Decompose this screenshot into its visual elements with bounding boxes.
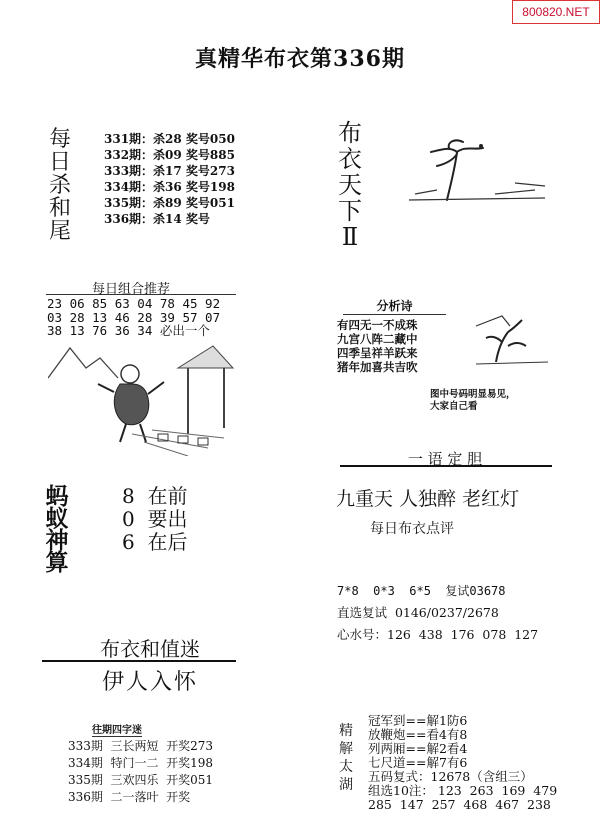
poem-line: 猪年加喜共吉吹 [337, 360, 418, 374]
ant-char: 蚂 [45, 483, 69, 510]
kill-tail-row: 331期：杀28 奖号050 [104, 132, 235, 146]
combo-divider [46, 294, 236, 295]
page-title: 真精华布衣第336期 [195, 46, 405, 72]
ant-label [44, 483, 70, 576]
picks-line-2: 直选复试 0146/0237/2678 [337, 605, 499, 620]
ant-row: 8 在前 [122, 484, 188, 508]
jie-line: 放鞭炮==看4有8 [368, 727, 468, 742]
buyi-char: 天 [338, 171, 362, 199]
kill-tail-char: 尾 [48, 219, 71, 244]
yiyu-phrase: 九重天 人独醉 老红灯 [336, 488, 520, 510]
kill-tail-row: 336期：杀14 奖号 [104, 212, 210, 226]
poem-line: 四季呈祥羊跃来 [337, 346, 418, 360]
jie-char: 精 [339, 723, 353, 739]
analysis-poem-title: 分析诗 [343, 297, 446, 315]
kill-tail-row: 332期：杀09 奖号885 [104, 148, 235, 162]
riddle-answer: 伊人入怀 [101, 670, 198, 695]
jie-list [368, 714, 557, 812]
buyi-tianxia-title [336, 120, 364, 250]
jie-line: 列两厢==解2看4 [368, 741, 468, 756]
ant-char: 蚁 [45, 505, 69, 532]
kill-tail-row: 334期：杀36 奖号198 [104, 180, 235, 194]
ant-row: 6 在后 [122, 530, 188, 554]
combo-row: 23 06 85 63 04 78 45 92 [47, 296, 221, 311]
kill-tail-label [46, 128, 74, 243]
jie-line: 285 147 257 468 467 238 [368, 797, 551, 812]
poem-line: 有四无一不成珠 [337, 318, 418, 332]
jie-char: 解 [339, 741, 353, 757]
riddle-history-row: 335期 三欢四乐 开奖051 [68, 773, 214, 787]
farmer-illustration [48, 338, 240, 456]
site-watermark: 800820.NET [512, 0, 600, 24]
riddle-history-row: 333期 三长两短 开奖273 [68, 739, 214, 753]
picks-line-3: 心水号：126 438 176 078 127 [337, 627, 539, 642]
ant-row: 0 要出 [122, 507, 188, 531]
yiyu-heading: 一 语 定 胆 [407, 450, 483, 468]
kill-tail-char: 每 [48, 127, 71, 152]
kill-tail-row: 333期：杀17 奖号273 [104, 164, 235, 178]
buyi-char: Ⅱ [341, 223, 359, 251]
riddle-heading: 布衣和值迷 [100, 637, 200, 661]
jie-line: 冠军到==解1防6 [368, 713, 468, 728]
picks-line-1: 7*8 0*3 6*5 复试03678 [337, 584, 506, 598]
poem-hint [430, 389, 516, 413]
ant-char: 算 [45, 549, 69, 576]
yiyu-sub: 每日布衣点评 [370, 521, 454, 537]
ant-char: 神 [45, 527, 69, 554]
jie-label [336, 722, 356, 794]
buyi-char: 衣 [338, 145, 362, 173]
jie-char: 湖 [339, 777, 353, 793]
buyi-char: 布 [338, 119, 362, 147]
ant-list [122, 485, 187, 554]
jie-line: 组选10注： 123 263 169 479 [368, 783, 558, 798]
kill-tail-list [104, 131, 235, 227]
riddle-sub: 往期四字迷 [92, 721, 142, 737]
riddle-history-row: 334期 特门一二 开奖198 [68, 756, 214, 770]
poem-hint-line: 图中号码明显易见， [430, 389, 516, 400]
riddle-divider [42, 660, 236, 662]
kill-tail-row: 335期：杀89 奖号051 [104, 196, 235, 210]
analysis-poem-panel [337, 297, 452, 375]
yiyu-divider [340, 465, 552, 467]
combo-title: 每日组合推荐 [92, 282, 171, 297]
jie-char: 太 [339, 759, 353, 775]
jie-line: 七尺道==解7有6 [368, 755, 468, 770]
buyi-char: 下 [338, 197, 362, 225]
combo-numbers [47, 297, 220, 338]
kill-tail-char: 杀 [48, 173, 71, 198]
old-tree-sketch [395, 128, 560, 208]
riddle-history-row: 336期 二一落叶 开奖 [68, 790, 191, 804]
combo-row: 38 13 76 36 34 必出一个 [47, 323, 210, 338]
riddle-history [68, 738, 213, 806]
kill-tail-char: 和 [48, 196, 71, 221]
poem-hint-line: 大家自己看 [430, 401, 478, 412]
jie-line: 五码复式：12678（含组三） [368, 769, 533, 784]
kill-tail-char: 日 [48, 150, 71, 175]
plant-sketch [456, 302, 556, 376]
combo-row: 03 28 13 46 28 39 57 07 [47, 309, 221, 325]
poem-line: 九宫八阵二藏中 [337, 332, 418, 346]
